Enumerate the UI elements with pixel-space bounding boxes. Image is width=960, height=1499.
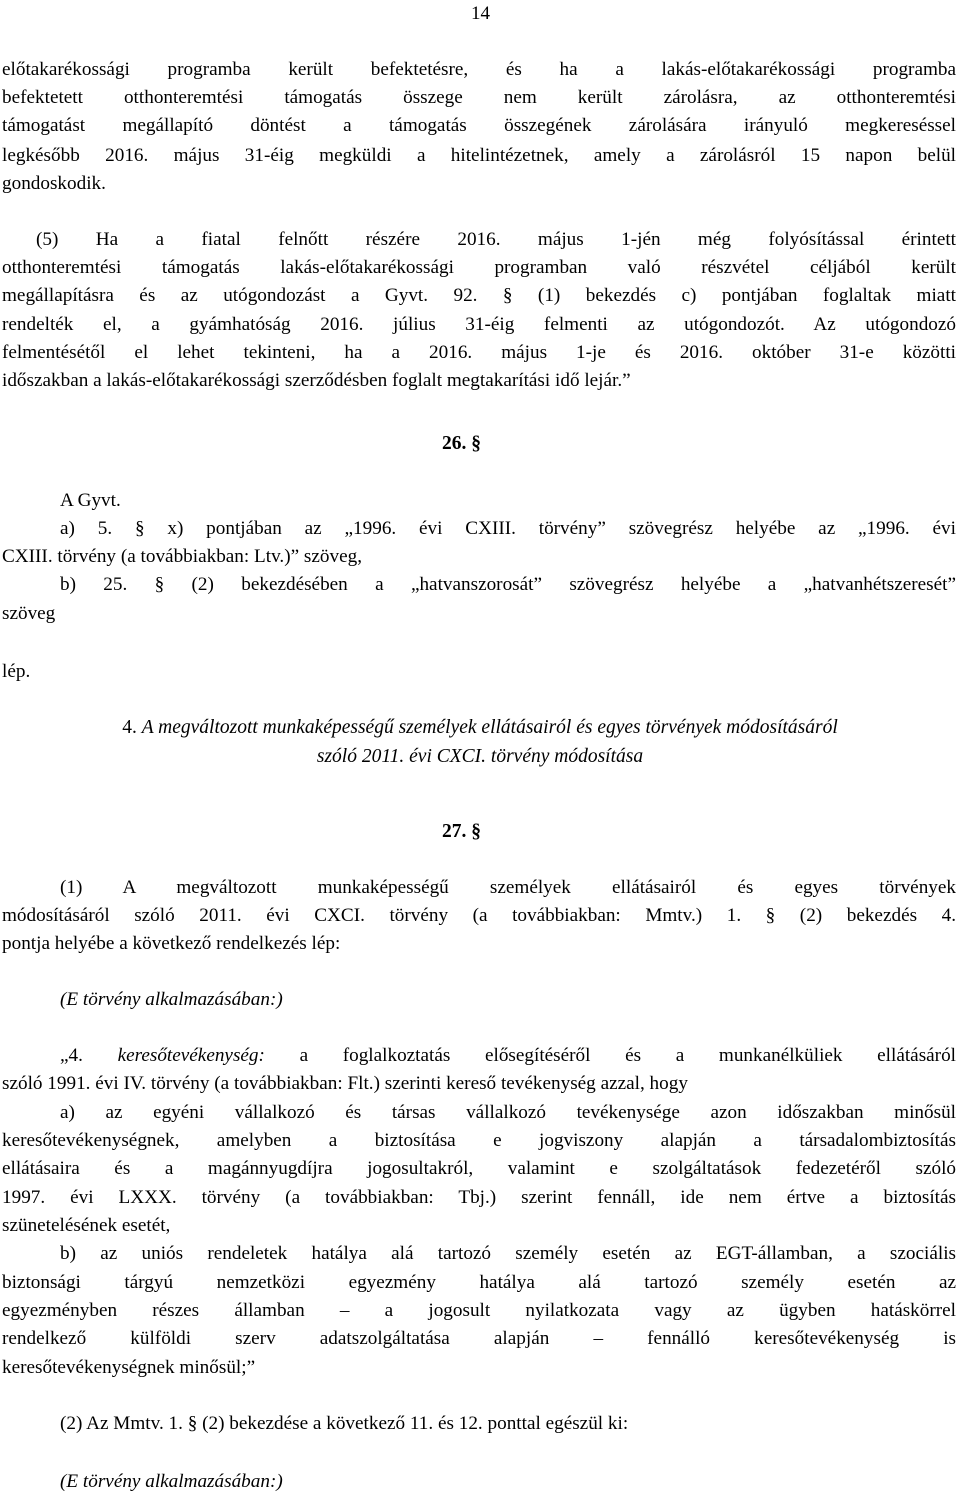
- a27-line15: rendelkező külföldi szerv adatszolgáltatása alapján – fennálló keresőtevékenység is: [2, 1328, 956, 1349]
- p1-line2: befektetett otthonteremtési támogatás összege nem került zárolásra, az otthonteremtési: [2, 87, 956, 108]
- a27-line18: (E törvény alkalmazásában:): [60, 1471, 283, 1492]
- a26-line5: szöveg: [2, 603, 56, 624]
- a27-line1: (1) A megváltozott munkaképességű személyek ellátásairól és egyes törvények: [60, 877, 956, 898]
- p2-line6: időszakban a lakás-előtakarékossági szerződésben foglalt megtakarítási idő lejár.”: [2, 370, 631, 391]
- a27-line14: egyezményben részes államban – a jogosult nyilatkozata vagy az ügyben hatáskörrel: [2, 1300, 956, 1321]
- p1-line4: legkésőbb 2016. május 31-éig megküldi a hitelintézetnek, amely a zárolásról 15 napon belül: [2, 145, 956, 166]
- chapter-title: A megváltozott munkaképességű személyek ellátásairól és egyes törvények módosításáról: [141, 717, 838, 738]
- a27-line5-post: a foglalkoztatás elősegítéséről és a munkanélküliek ellátásáról: [264, 1045, 956, 1066]
- a26-line6: lép.: [2, 661, 31, 682]
- a27-line5-pre: „4.: [60, 1045, 118, 1066]
- p2-line5: felmentésétől el lehet tekinteni, ha a 2016. május 1-je és 2016. október 31-e közötti: [2, 342, 956, 363]
- p1-line3: támogatást megállapító döntést a támogatás összegének zárolására irányuló megkereséssel: [2, 115, 956, 136]
- page-number: 14: [471, 3, 490, 24]
- a27-line12: b) az uniós rendeletek hatálya alá tartozó személy esetén az EGT-államban, a szociális: [60, 1243, 956, 1264]
- a27-line17: (2) Az Mmtv. 1. § (2) bekezdése a következő 11. és 12. ponttal egészül ki:: [60, 1413, 629, 1434]
- a27-line11: szünetelésének esetét,: [2, 1215, 171, 1236]
- a26-line3: CXIII. törvény (a továbbiakban: Ltv.)” szöveg,: [2, 546, 362, 567]
- chapter-heading-line1: [0, 716, 960, 740]
- a27-line7: a) az egyéni vállalkozó és társas vállalkozó tevékenysége azon időszakban minősül: [60, 1102, 956, 1123]
- a26-line4: b) 25. § (2) bekezdésében a „hatvanszorosát” szövegrész helyébe a „hatvanhétszeresét”: [60, 574, 956, 595]
- a27-line2: módosításáról szóló 2011. évi CXCI. törvény (a továbbiakban: Mmtv.) 1. § (2) bekezdés 4.: [2, 905, 956, 926]
- p2-line1: (5) Ha a fiatal felnőtt részére 2016. május 1-jén még folyósítással érintett: [36, 229, 956, 250]
- a27-line5-term: keresőtevékenység:: [117, 1045, 265, 1066]
- a26-line2: a) 5. § x) pontjában az „1996. évi CXIII. törvény” szövegrész helyébe az „1996. évi: [60, 518, 956, 539]
- a27-line4: (E törvény alkalmazásában:): [60, 989, 283, 1010]
- section-heading-26: 26. §: [442, 433, 481, 454]
- a27-line3: pontja helyébe a következő rendelkezés lép:: [2, 933, 341, 954]
- a27-line5: [60, 1044, 956, 1068]
- chapter-number: 4.: [122, 717, 142, 738]
- a26-line1: A Gyvt.: [60, 490, 121, 511]
- a27-line16: keresőtevékenységnek minősül;”: [2, 1357, 256, 1378]
- p1-line1: előtakarékossági programba került befektetésre, és ha a lakás-előtakarékossági programba: [2, 59, 956, 80]
- a27-line8: keresőtevékenységnek, amelyben a biztosítása e jogviszony alapján a társadalombiztosítás: [2, 1130, 956, 1151]
- a27-line13: biztonsági tárgyú nemzetközi egyezmény hatálya alá tartozó személy esetén az: [2, 1272, 956, 1293]
- a27-line9: ellátásaira és a magánnyugdíjra jogosultakról, valamint e szolgáltatások fedezetéről szóló: [2, 1158, 956, 1179]
- p2-line4: rendelték el, a gyámhatóság 2016. július 31-éig felmenti az utógondozót. Az utógondozó: [2, 314, 956, 335]
- a27-line6: szóló 1991. évi IV. törvény (a továbbiakban: Flt.) szerinti kereső tevékenység azzal, hogy: [2, 1073, 688, 1094]
- p1-line5: gondoskodik.: [2, 173, 106, 194]
- p2-line2: otthonteremtési támogatás lakás-előtakarékossági programban való részvétel céljából került: [2, 257, 956, 278]
- p2-line3: megállapításra és az utógondozást a Gyvt. 92. § (1) bekezdés c) pontjában foglaltak miatt: [2, 285, 956, 306]
- section-heading-27: 27. §: [442, 821, 481, 842]
- a27-line10: 1997. évi LXXX. törvény (a továbbiakban: Tbj.) szerint fennáll, ide nem értve a biztosítás: [2, 1187, 956, 1208]
- chapter-heading-line2: szóló 2011. évi CXCI. törvény módosítása: [316, 746, 644, 767]
